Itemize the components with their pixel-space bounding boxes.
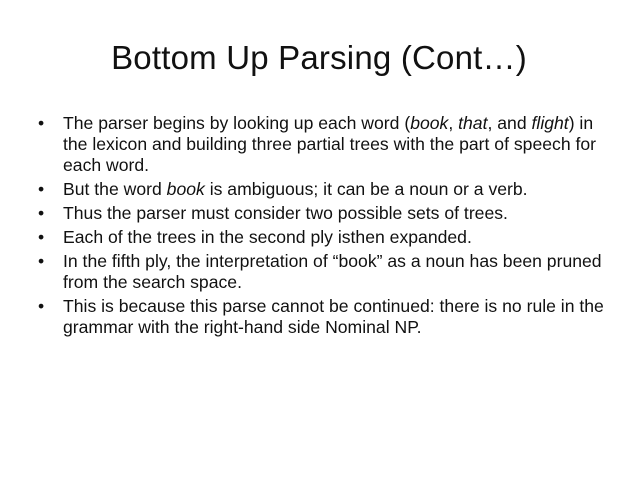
bullet-text-italic: that xyxy=(458,113,488,133)
bullet-text-run: But the word xyxy=(63,179,167,199)
bullet-text-run: is ambiguous; it can be a noun or a verb. xyxy=(204,179,528,199)
bullet-text-run: The parser begins by looking up each word ( xyxy=(63,113,411,133)
bullet-text-run: This is because this parse cannot be continued: there is no rule in the grammar with the right-hand side Nominal NP. xyxy=(63,296,604,337)
bullet-text-italic: flight xyxy=(531,113,569,133)
bullet-item xyxy=(38,251,608,293)
bullet-text xyxy=(63,203,508,223)
bullet-marker: • xyxy=(38,296,45,316)
bullet-text xyxy=(63,113,596,175)
bullet-list xyxy=(38,113,608,341)
bullet-text-run: ) in the lexicon and building three partial trees with the part of speech for each word. xyxy=(63,113,597,175)
bullet-marker: • xyxy=(38,113,45,133)
bullet-text xyxy=(63,227,472,247)
bullet-marker: • xyxy=(38,227,45,247)
bullet-item xyxy=(38,113,608,176)
bullet-text-italic: book xyxy=(166,179,205,199)
bullet-text-run: In the fifth ply, the interpretation of “book” as a noun has been pruned from the search space. xyxy=(63,251,602,292)
bullet-text xyxy=(63,251,602,292)
bullet-marker: • xyxy=(38,203,45,223)
bullet-item xyxy=(38,296,608,338)
bullet-item xyxy=(38,179,608,200)
slide-title: Bottom Up Parsing (Cont…) xyxy=(111,39,527,76)
bullet-item xyxy=(38,227,608,248)
bullet-text-run: Thus the parser must consider two possible sets of trees. xyxy=(63,203,508,223)
bullet-text xyxy=(63,179,528,199)
bullet-item xyxy=(38,203,608,224)
bullet-text-run: Each of the trees in the second ply isthen expanded. xyxy=(63,227,472,247)
bullet-text-run: , xyxy=(448,113,459,133)
bullet-marker: • xyxy=(38,179,45,199)
bullet-marker: • xyxy=(38,251,45,271)
bullet-text xyxy=(63,296,604,337)
bullet-text-run: , and xyxy=(487,113,532,133)
bullet-text-italic: book xyxy=(410,113,449,133)
